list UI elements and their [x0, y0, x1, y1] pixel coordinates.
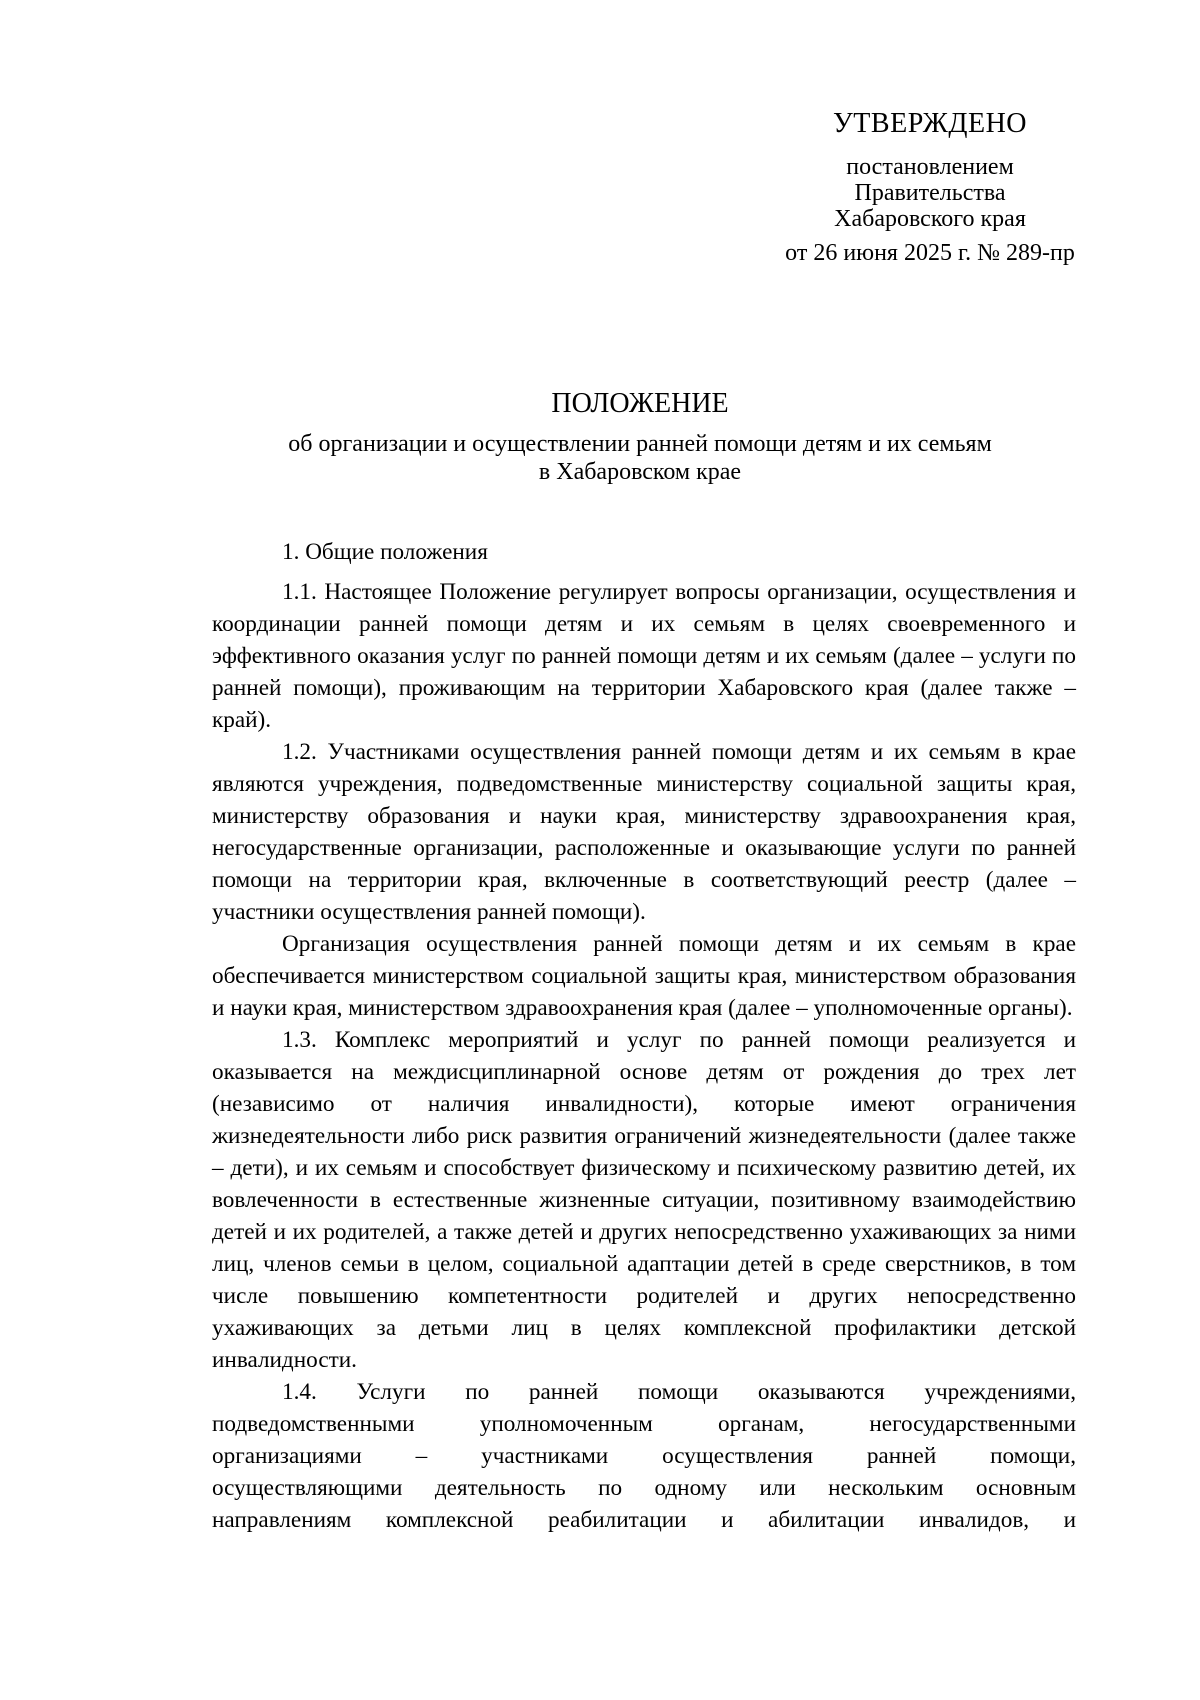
- document-subtitle-line-1: об организации и осуществлении ранней помощи детям и их семьям: [288, 431, 992, 457]
- paragraph-1-4-line: организациями – участниками осуществления ранней помощи,: [212, 1443, 1076, 1469]
- paragraph-1-4: [212, 1376, 1076, 1536]
- section-heading: 1. Общие положения: [282, 539, 488, 565]
- paragraph-1-3: 1.3. Комплекс мероприятий и услуг по ранней помощи реализуется и оказывается на междисциплинарной основе детям от рождения до трех лет (независимо от наличия инвалидности), которые имеют ограничения жизнедеятельности либо риск развития ограничений жизнедеятельности (далее также – дети), и их семьям и способствует физическому и психическому развитию детей, их вовлеченности в естественные жизненные ситуации, позитивному взаимодействию детей и их родителей, а также детей и других непосредственно ухаживающих за ними лиц, членов семьи в целом, социальной адаптации детей в среде сверстников, в том числе повышению компетентности родителей и других непосредственно ухаживающих за детьми лиц в целях комплексной профилактики детской инвалидности.: [212, 1027, 1076, 1373]
- paragraph-1-1: 1.1. Настоящее Положение регулирует вопросы организации, осуществления и координации ранней помощи детям и их семьям в целях своевременного и эффективного оказания услуг по ранней помощи детям и их семьям (далее – услуги по ранней помощи), проживающим на территории Хабаровского края (далее также – край).: [212, 579, 1076, 733]
- approval-stamp: [770, 108, 1090, 266]
- document-body: [212, 536, 1076, 1536]
- paragraph-1-4-line: подведомственными уполномоченным органам, негосударственными: [212, 1411, 1076, 1437]
- paragraph-1-2-organization: Организация осуществления ранней помощи детям и их семьям в крае обеспечивается министерством социальной защиты края, министерством образования и науки края, министерством здравоохранения края (далее – уполномоченные органы).: [212, 931, 1076, 1021]
- paragraph-1-4-line: направлениям комплексной реабилитации и абилитации инвалидов, и: [212, 1507, 1076, 1533]
- document-title: ПОЛОЖЕНИЕ: [551, 388, 729, 419]
- document-subtitle-line-2: в Хабаровском крае: [538, 459, 742, 485]
- approval-line-resolution: постановлением: [846, 154, 1014, 180]
- approval-date-number: от 26 июня 2025 г. № 289-пр: [785, 240, 1075, 266]
- paragraph-1-4-line: 1.4. Услуги по ранней помощи оказываются учреждениями,: [282, 1379, 1076, 1405]
- approval-line-region: Хабаровского края: [834, 206, 1026, 232]
- approval-line-government: Правительства: [854, 180, 1006, 206]
- paragraph-1-2: 1.2. Участниками осуществления ранней помощи детям и их семьям в крае являются учреждения, подведомственные министерству социальной защиты края, министерству образования и науки края, министерству здравоохранения края, негосударственные организации, расположенные и оказывающие услуги по ранней помощи на территории края, включенные в соответствующий реестр (далее – участники осуществления ранней помощи).: [212, 739, 1076, 925]
- document-heading: [200, 388, 1080, 486]
- paragraph-1-4-line: осуществляющими деятельность по одному или нескольким основным: [212, 1475, 1076, 1501]
- approval-title: УТВЕРЖДЕНО: [832, 108, 1028, 139]
